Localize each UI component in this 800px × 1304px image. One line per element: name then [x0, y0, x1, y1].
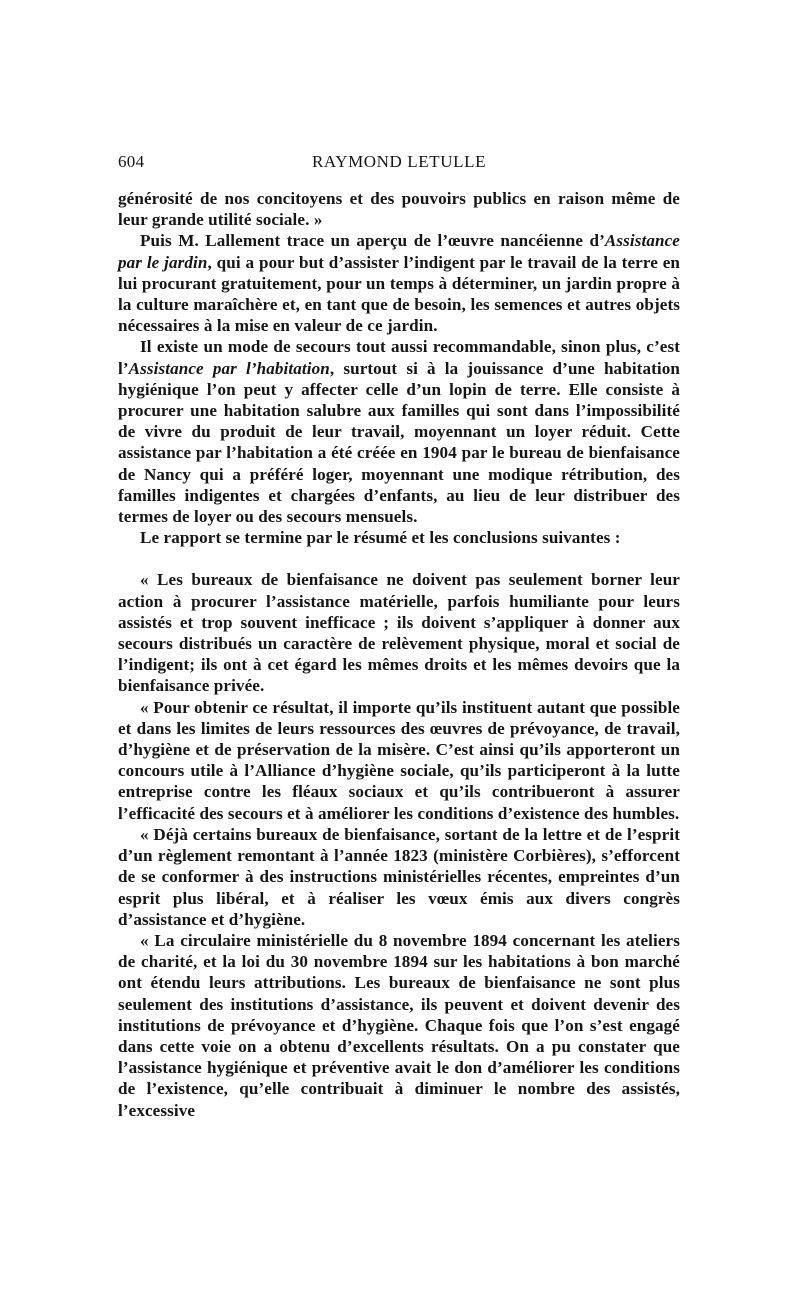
body-text — [118, 188, 680, 1121]
text-run: , qui a pour but d’assister l’indigent par le travail de la terre en lui procurant gratuitement, pour un temps à déterminer, un jardin propre à la culture maraîchère et, en tant que de besoin, les semences et autres objets nécessaires à la mise en valeur de ce jardin. — [118, 252, 680, 336]
running-head: RAYMOND LETULLE — [311, 152, 487, 171]
paragraph — [118, 569, 680, 696]
paragraph — [118, 188, 680, 230]
paragraph — [118, 697, 680, 824]
paragraph — [118, 230, 680, 336]
text-run: , surtout si à la jouissance d’une habitation hygiénique l’on peut y affecter celle d’un lopin de terre. Elle consiste à procurer une habitation salubre aux familles qui sont dans l’impossibilité de vivre du produit de leur travail, moyennant un loyer réduit. Cette assistance par l’habitation a été créée en 1904 par le bureau de bienfaisance de Nancy qui a préféré loger, moyennant une modique rétribution, des familles indigentes et chargées d’enfants, au lieu de leur distribuer des termes de loyer ou des secours mensuels. — [118, 358, 680, 527]
text-run: « Les bureaux de bienfaisance ne doivent pas seulement borner leur action à procurer l’assistance matérielle, parfois humiliante pour leurs assistés et trop souvent inefficace ; ils doivent s’appliquer à donner aux secours distribués un caractère de relèvement physique, moral et social de l’indigent; ils ont à cet égard les mêmes droits et les mêmes devoirs que la bienfaisance privée. — [118, 570, 680, 696]
text-run: Puis M. Lallement trace un aperçu de l’œuvre nancéienne d’ — [140, 231, 605, 251]
text-run: générosité de nos concitoyens et des pouvoirs publics en raison même de leur grande utilité sociale. » — [118, 189, 680, 230]
paragraph — [118, 336, 680, 527]
text-run: Il existe un mode de secours tout aussi recommandable, sinon plus, c’est l’ — [118, 337, 680, 378]
text-run: « Déjà certains bureaux de bienfaisance, sortant de la lettre et de l’esprit d’un règlement remontant à l’année 1823 (ministère Corbières), s’efforcent de se conformer à des instructions ministérielles récentes, empreintes d’un esprit plus libéral, et à réaliser les vœux émis aux divers congrès d’assistance et d’hygiène. — [118, 824, 680, 929]
paragraph — [118, 930, 680, 1121]
paragraph — [118, 824, 680, 930]
page-number: 604 — [118, 152, 145, 171]
italic-term: Assistance par le jardin — [118, 231, 680, 272]
text-run: « Pour obtenir ce résultat, il importe qu’ils instituent autant que possible et dans les limites de leurs ressources des œuvres de prévoyance, de travail, d’hygiène et de préservation de la misère. C’est ainsi qu’ils apporteront un concours utile à l’Alliance d’hygiène sociale, qu’ils participeront à la lutte entreprise contre les fléaux sociaux et qu’ils contribueront à assurer l’efficacité des secours et à améliorer les conditions d’existence des humbles. — [118, 697, 680, 823]
text-run: « La circulaire ministérielle du 8 novembre 1894 concernant les ateliers de charité, et la loi du 30 novembre 1894 sur les habitations à bon marché ont étendu leurs attributions. Les bureaux de bienfaisance ne sont plus seulement des institutions d’assistance, ils peuvent et doivent devenir des institutions de prévoyance et d’hygiène. Chaque fois que l’on s’est engagé dans cette voie on a obtenu d’excellents résultats. On a pu constater que l’assistance hygiénique et préventive avait le don d’améliorer les conditions de l’existence, qu’elle contribuait à diminuer le nombre des assistés, l’excessive — [118, 930, 680, 1120]
paragraph — [118, 527, 680, 548]
page-header — [118, 152, 680, 176]
text-run: Le rapport se termine par le résumé et les conclusions suivantes : — [140, 528, 621, 548]
italic-term: Assistance par l’habitation — [128, 358, 330, 378]
